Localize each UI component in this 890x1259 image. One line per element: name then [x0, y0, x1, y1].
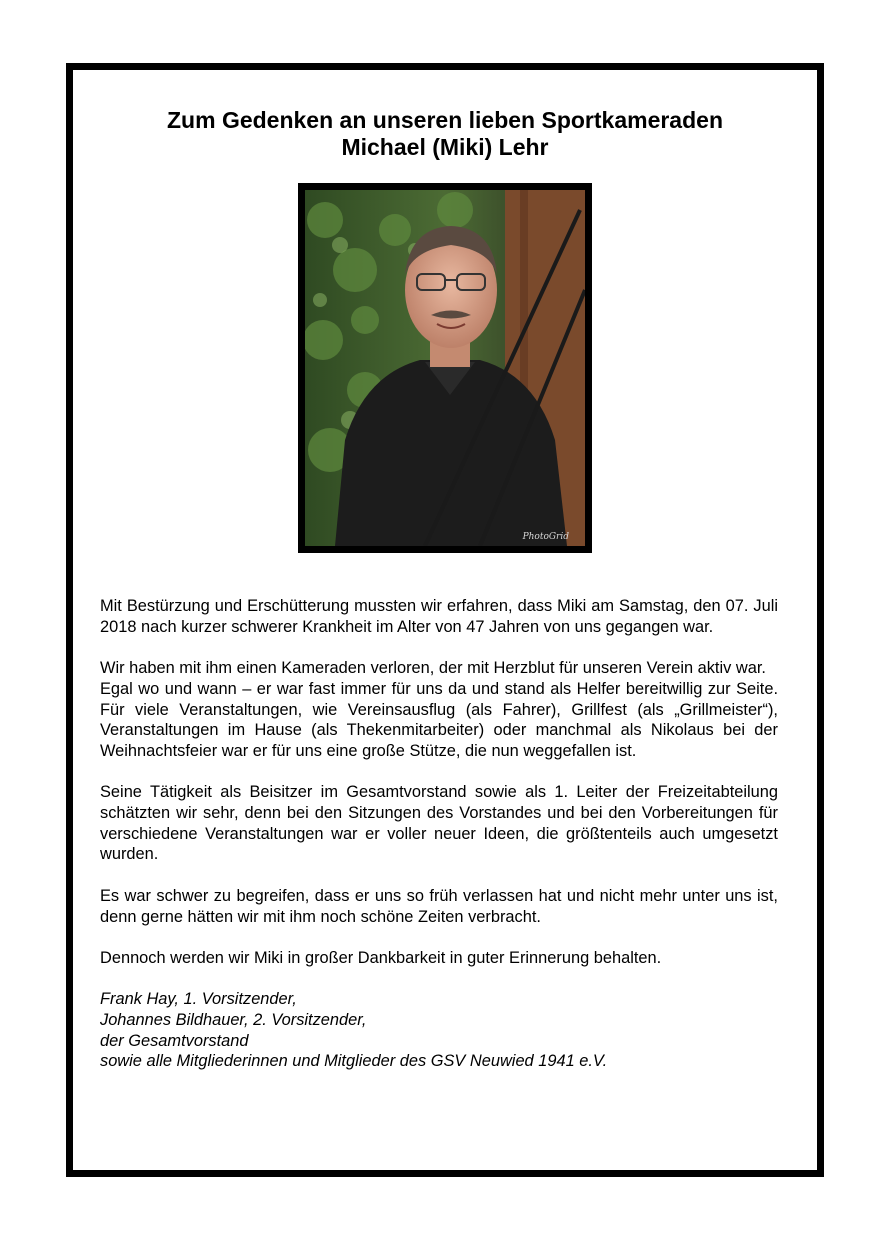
paragraph-5: Es war schwer zu begreifen, dass er uns so früh verlassen hat und nicht mehr unter uns ist, denn gerne hätten wir mit ihm noch schöne Zeiten verbracht. [100, 886, 778, 926]
signature-block [100, 989, 778, 1072]
title-line-2: Michael (Miki) Lehr [341, 134, 549, 160]
page-title [73, 107, 817, 161]
paragraph-6: Dennoch werden wir Miki in großer Dankbarkeit in guter Erinnerung behalten. [100, 948, 662, 967]
signature-line-1: Frank Hay, 1. Vorsitzender, [100, 990, 297, 1009]
signature-line-2: Johannes Bildhauer, 2. Vorsitzender, [100, 1010, 367, 1029]
paragraph-2: Wir haben mit ihm einen Kameraden verloren, der mit Herzblut für unseren Verein aktiv war. [100, 659, 766, 678]
photo-watermark: PhotoGrid [522, 532, 569, 542]
signature-line-4: sowie alle Mitgliederinnen und Mitglieder des GSV Neuwied 1941 e.V. [100, 1052, 608, 1071]
paragraph-4: Seine Tätigkeit als Beisitzer im Gesamtvorstand sowie als 1. Leiter der Freizeitabteilung schätzten wir sehr, denn bei den Sitzungen des Vorstandes und bei den Vorbereitungen für verschiedene Veranstaltungen war er voller neuer Ideen, die größtenteils auch umgesetzt wurden. [100, 783, 778, 864]
title-line-1: Zum Gedenken an unseren lieben Sportkameraden [167, 107, 723, 133]
memorial-text [100, 596, 778, 1072]
memorial-frame [66, 63, 824, 1177]
signature-line-3: der Gesamtvorstand [100, 1031, 249, 1050]
portrait-photo [298, 183, 592, 553]
paragraph-1: Mit Bestürzung und Erschütterung mussten wir erfahren, dass Miki am Samstag, den 07. Juli 2018 nach kurzer schwerer Krankheit im Alter von 47 Jahren von uns gegangen war. [100, 597, 778, 636]
paragraph-3: Egal wo und wann – er war fast immer für uns da und stand als Helfer bereitwillig zur Seite. Für viele Veranstaltungen, wie Vereinsausflug (als Fahrer), Grillfest (als „Grillmeister“), Veranstaltungen im Hause (als Thekenmitarbeiter) oder manchmal als Nikolaus bei der Weihnachtsfeier war er für uns eine große Stütze, die nun weggefallen ist. [100, 679, 778, 760]
portrait-image [305, 190, 585, 546]
